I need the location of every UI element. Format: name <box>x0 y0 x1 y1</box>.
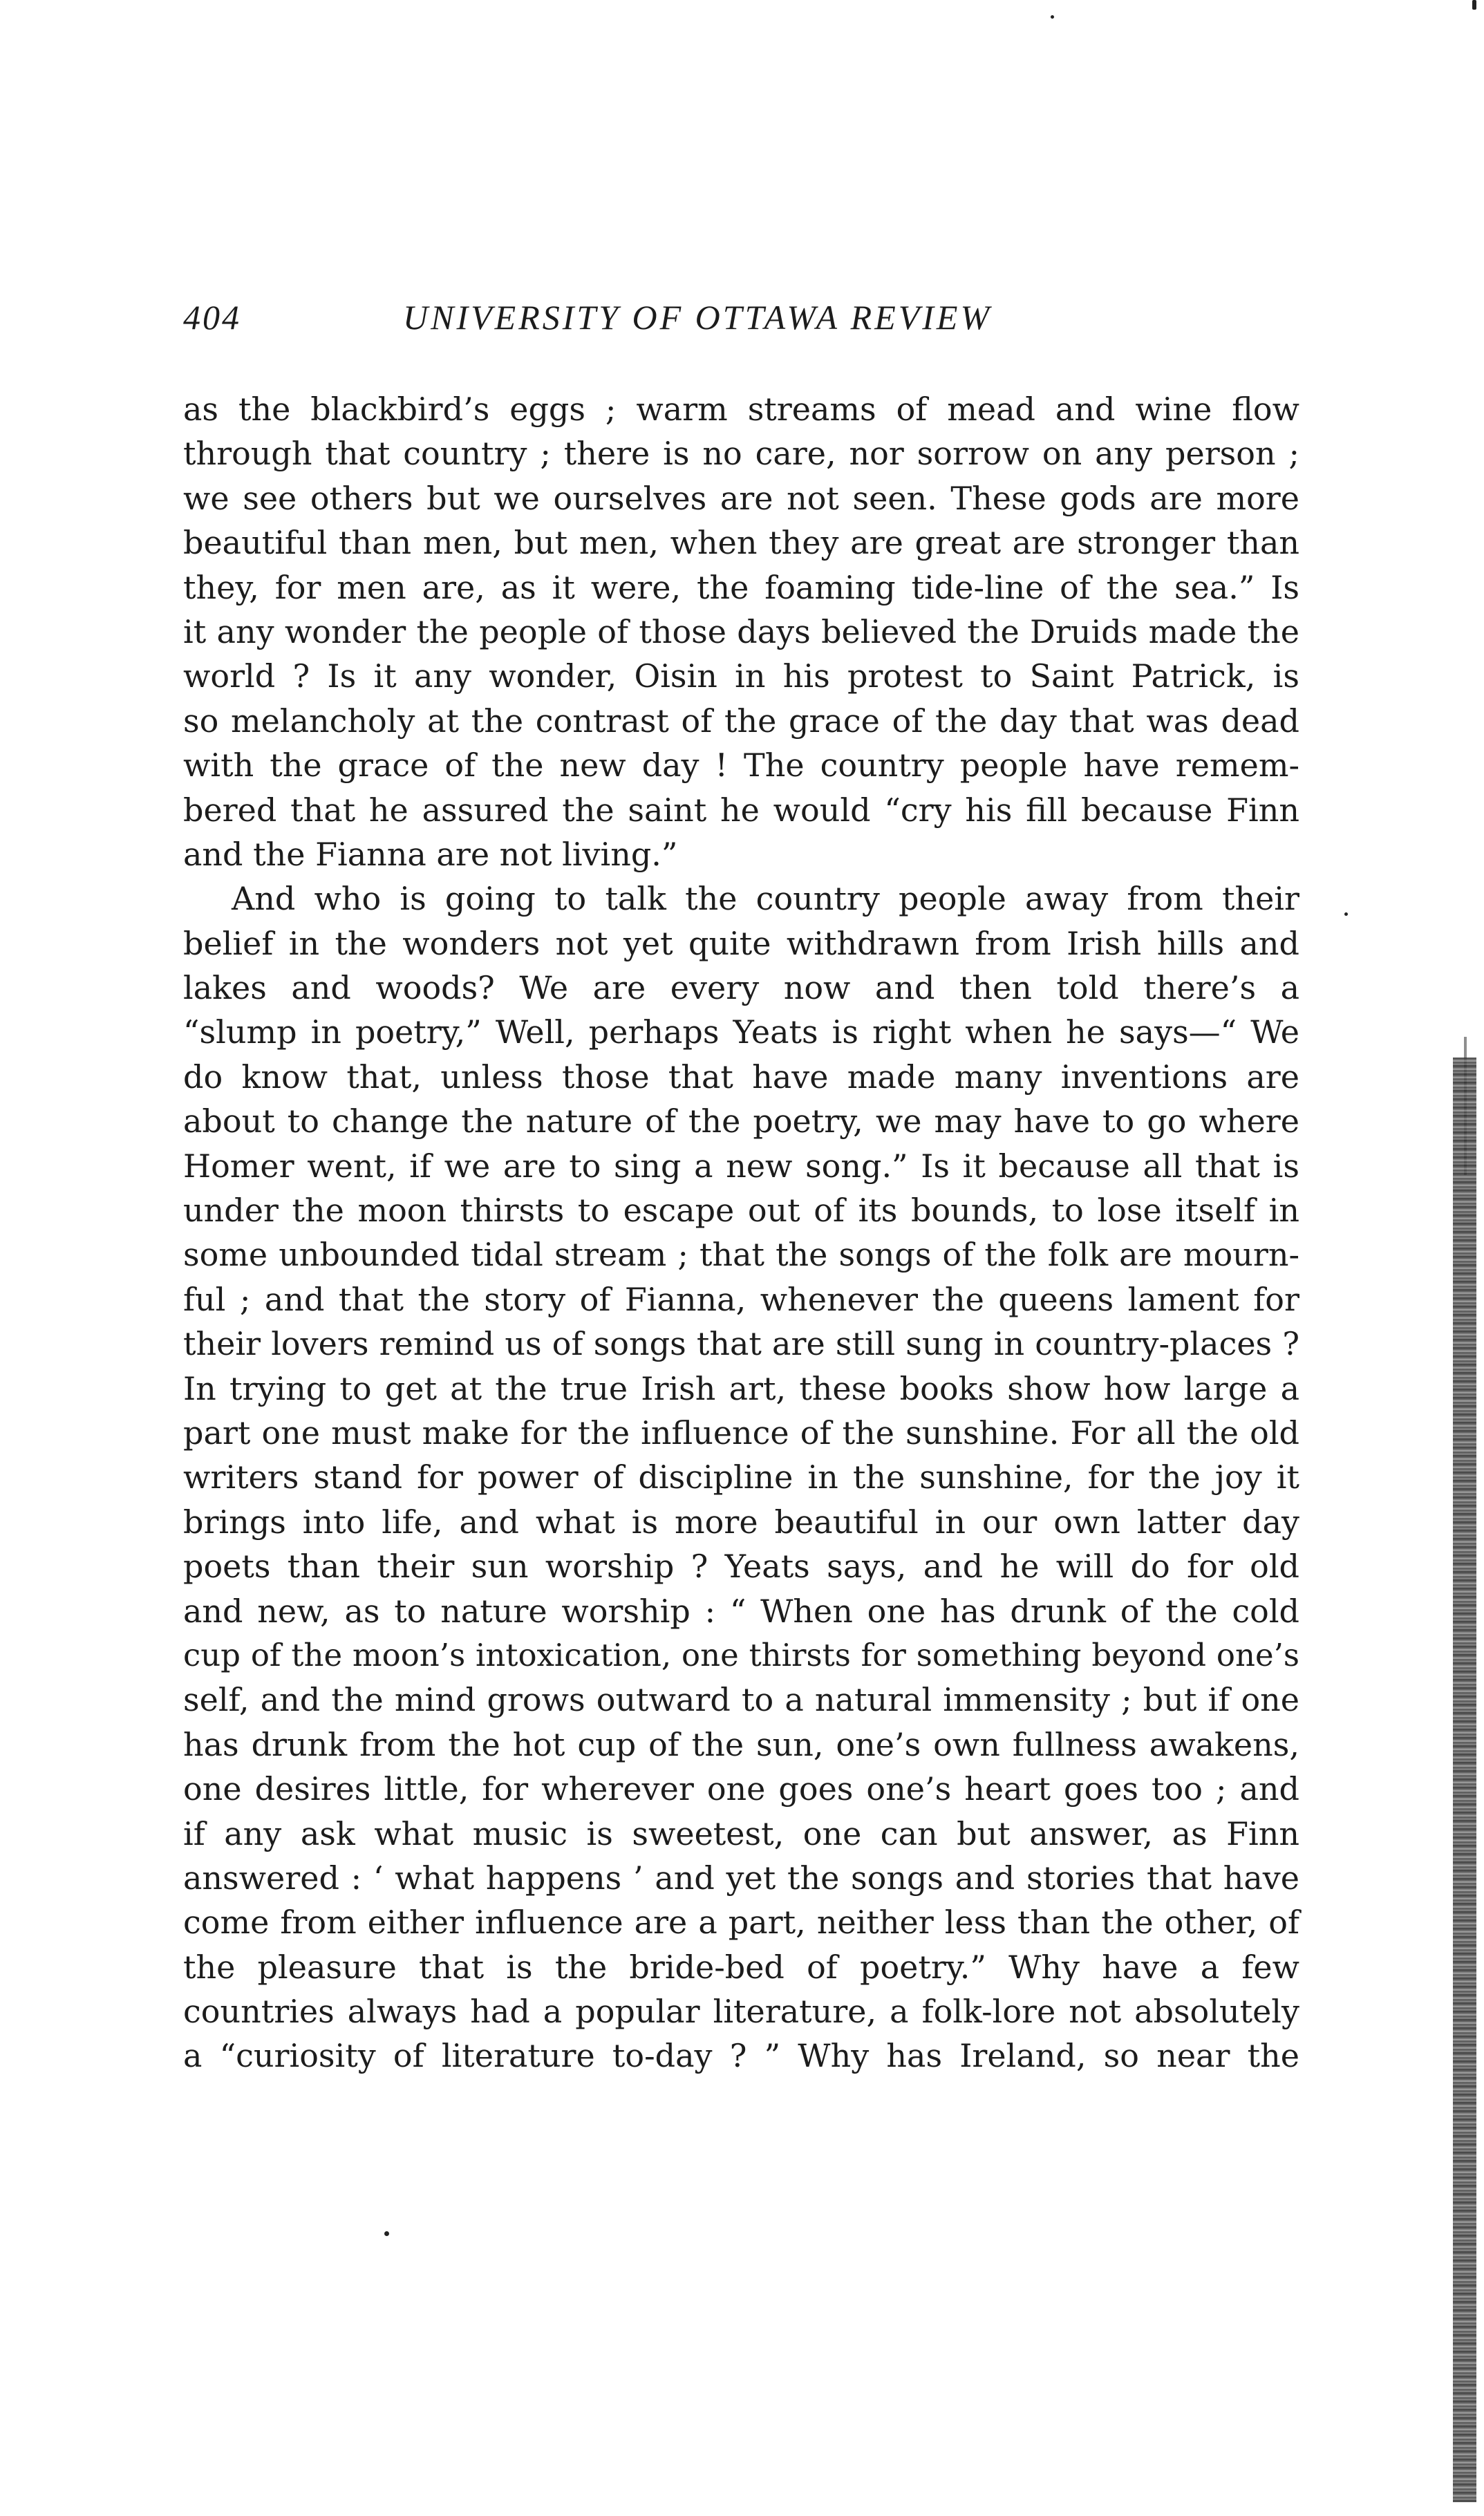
text-line: a “curiosity of literature to-day ? ” Why has Ireland, so near the <box>183 2037 1299 2075</box>
ink-speck <box>1344 912 1348 916</box>
scan-binding-edge <box>1453 1058 1476 2502</box>
text-line: poets than their sun worship ? Yeats says, and he will do for old <box>183 1548 1299 1586</box>
text-line: and new, as to nature worship : “ When one has drunk of the cold <box>183 1592 1299 1630</box>
text-line: brings into life, and what is more beautiful in our own latter day <box>183 1503 1299 1541</box>
journal-title: UNIVERSITY OF OTTAWA REVIEW <box>403 298 993 337</box>
text-line: they, for men are, as it were, the foaming tide-line of the sea.” Is <box>183 568 1299 606</box>
text-line: the pleasure that is the bride-bed of poetry.” Why have a few <box>183 1948 1299 1986</box>
text-line: do know that, unless those that have made many inventions are <box>183 1058 1299 1096</box>
paragraph-end-line: and the Fianna are not living.” <box>183 835 678 873</box>
text-line: cup of the moon’s intoxication, one thirsts for something beyond one’s <box>183 1636 1299 1673</box>
text-line: as the blackbird’s eggs ; warm streams of mead and wine flow <box>183 391 1299 428</box>
text-line: come from either influence are a part, neither less than the other, of <box>183 1904 1299 1942</box>
paragraph-start-line: And who is going to talk the country people away from their <box>232 880 1299 918</box>
text-line: belief in the wonders not yet quite withdrawn from Irish hills and <box>183 924 1299 962</box>
text-line: In trying to get at the true Irish art, these books show how large a <box>183 1369 1299 1407</box>
text-line: Homer went, if we are to sing a new song.” Is it because all that is <box>183 1147 1299 1185</box>
text-line: we see others but we ourselves are not seen. These gods are more <box>183 479 1299 517</box>
text-line: through that country ; there is no care, nor sorrow on any person ; <box>183 435 1299 473</box>
text-line: bered that he assured the saint he would “cry his fill because Finn <box>183 791 1299 829</box>
text-line: countries always had a popular literature, a folk-lore not absolutely <box>183 1993 1299 2031</box>
text-line: with the grace of the new day ! The country people have remem- <box>183 747 1299 785</box>
text-line: lakes and woods? We are every now and then told there’s a <box>183 969 1299 1007</box>
text-line: part one must make for the influence of the sunshine. For all the old <box>183 1414 1299 1452</box>
text-line: has drunk from the hot cup of the sun, one’s own fullness awakens, <box>183 1725 1299 1763</box>
text-line: it any wonder the people of those days believed the Druids made the <box>183 612 1299 650</box>
text-line: world ? Is it any wonder, Oisin in his protest to Saint Patrick, is <box>183 657 1299 695</box>
ink-speck <box>1051 15 1054 19</box>
text-line: writers stand for power of discipline in the sunshine, for the joy it <box>183 1458 1299 1496</box>
body-text <box>183 387 1299 2078</box>
page-number: 404 <box>183 298 241 337</box>
text-line: answered : ‘ what happens ’ and yet the songs and stories that have <box>183 1859 1299 1897</box>
text-line: some unbounded tidal stream ; that the songs of the folk are mourn- <box>183 1236 1299 1274</box>
ink-speck <box>384 2231 389 2236</box>
text-line: so melancholy at the contrast of the grace of the day that was dead <box>183 702 1299 740</box>
text-line: under the moon thirsts to escape out of its bounds, to lose itself in <box>183 1192 1299 1230</box>
text-line: self, and the mind grows outward to a natural immensity ; but if one <box>183 1681 1299 1719</box>
ink-speck <box>1472 0 1476 10</box>
text-line: their lovers remind us of songs that are still sung in country-places ? <box>183 1325 1299 1363</box>
text-line: beautiful than men, but men, when they are great are stronger than <box>183 524 1299 562</box>
text-line: about to change the nature of the poetry, we may have to go where <box>183 1102 1299 1140</box>
running-head <box>183 297 1296 346</box>
text-line: one desires little, for wherever one goes one’s heart goes too ; and <box>183 1770 1299 1808</box>
text-line: if any ask what music is sweetest, one can but answer, as Finn <box>183 1814 1299 1852</box>
text-line: ful ; and that the story of Fianna, whenever the queens lament for <box>183 1280 1299 1318</box>
text-line: “slump in poetry,” Well, perhaps Yeats is right when he says—“ We <box>183 1013 1299 1051</box>
